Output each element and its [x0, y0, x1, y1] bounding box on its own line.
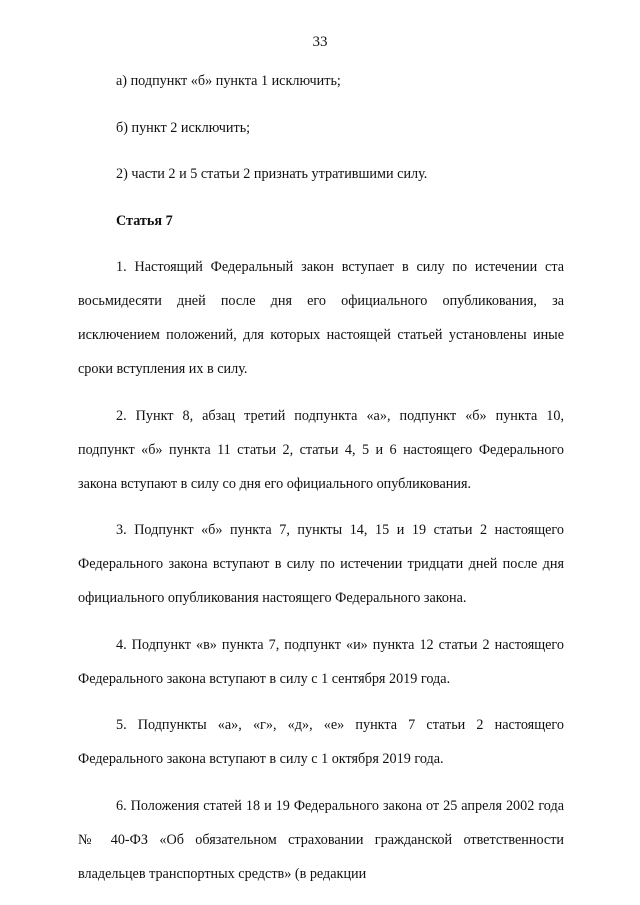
article-paragraph-1: 1. Настоящий Федеральный закон вступает в силу по истечении ста восьмидесяти дней после дня его официального опубликования, за исключением положений, для которых настоящей статьей установлены иные сроки вступления их в силу.: [78, 259, 564, 377]
article-paragraph-2: 2. Пункт 8, абзац третий подпункта «а», подпункт «б» пункта 10, подпункт «б» пункта 11 статьи 2, статьи 4, 5 и 6 настоящего Федерального закона вступают в силу со дня его официального опубликования.: [78, 407, 564, 492]
article-paragraph-6: 6. Положения статей 18 и 19 Федерального закона от 25 апреля 2002 года № 40-ФЗ «Об обязательном страховании гражданской ответственности владельцев транспортных средств» (в редакции: [78, 797, 564, 882]
subitem-a: а) подпункт «б» пункта 1 исключить;: [116, 73, 341, 89]
page-number: 33: [312, 34, 328, 50]
subitem-b: б) пункт 2 исключить;: [116, 119, 251, 136]
article-paragraph-4: 4. Подпункт «в» пункта 7, подпункт «и» пункта 12 статьи 2 настоящего Федерального закона вступают в силу с 1 сентября 2019 года.: [78, 636, 564, 687]
article-paragraph-3: 3. Подпункт «б» пункта 7, пункты 14, 15 и 19 статьи 2 настоящего Федерального закона вступают в силу по истечении тридцати дней после дня официального опубликования настоящего Федерального закона.: [78, 522, 564, 606]
article-heading: Статья 7: [116, 212, 173, 229]
item-2: 2) части 2 и 5 статьи 2 признать утратившими силу.: [116, 166, 428, 182]
article-paragraph-5: 5. Подпункты «а», «г», «д», «е» пункта 7 статьи 2 настоящего Федерального закона вступают в силу с 1 октября 2019 года.: [78, 717, 564, 767]
document-body: [78, 64, 564, 891]
